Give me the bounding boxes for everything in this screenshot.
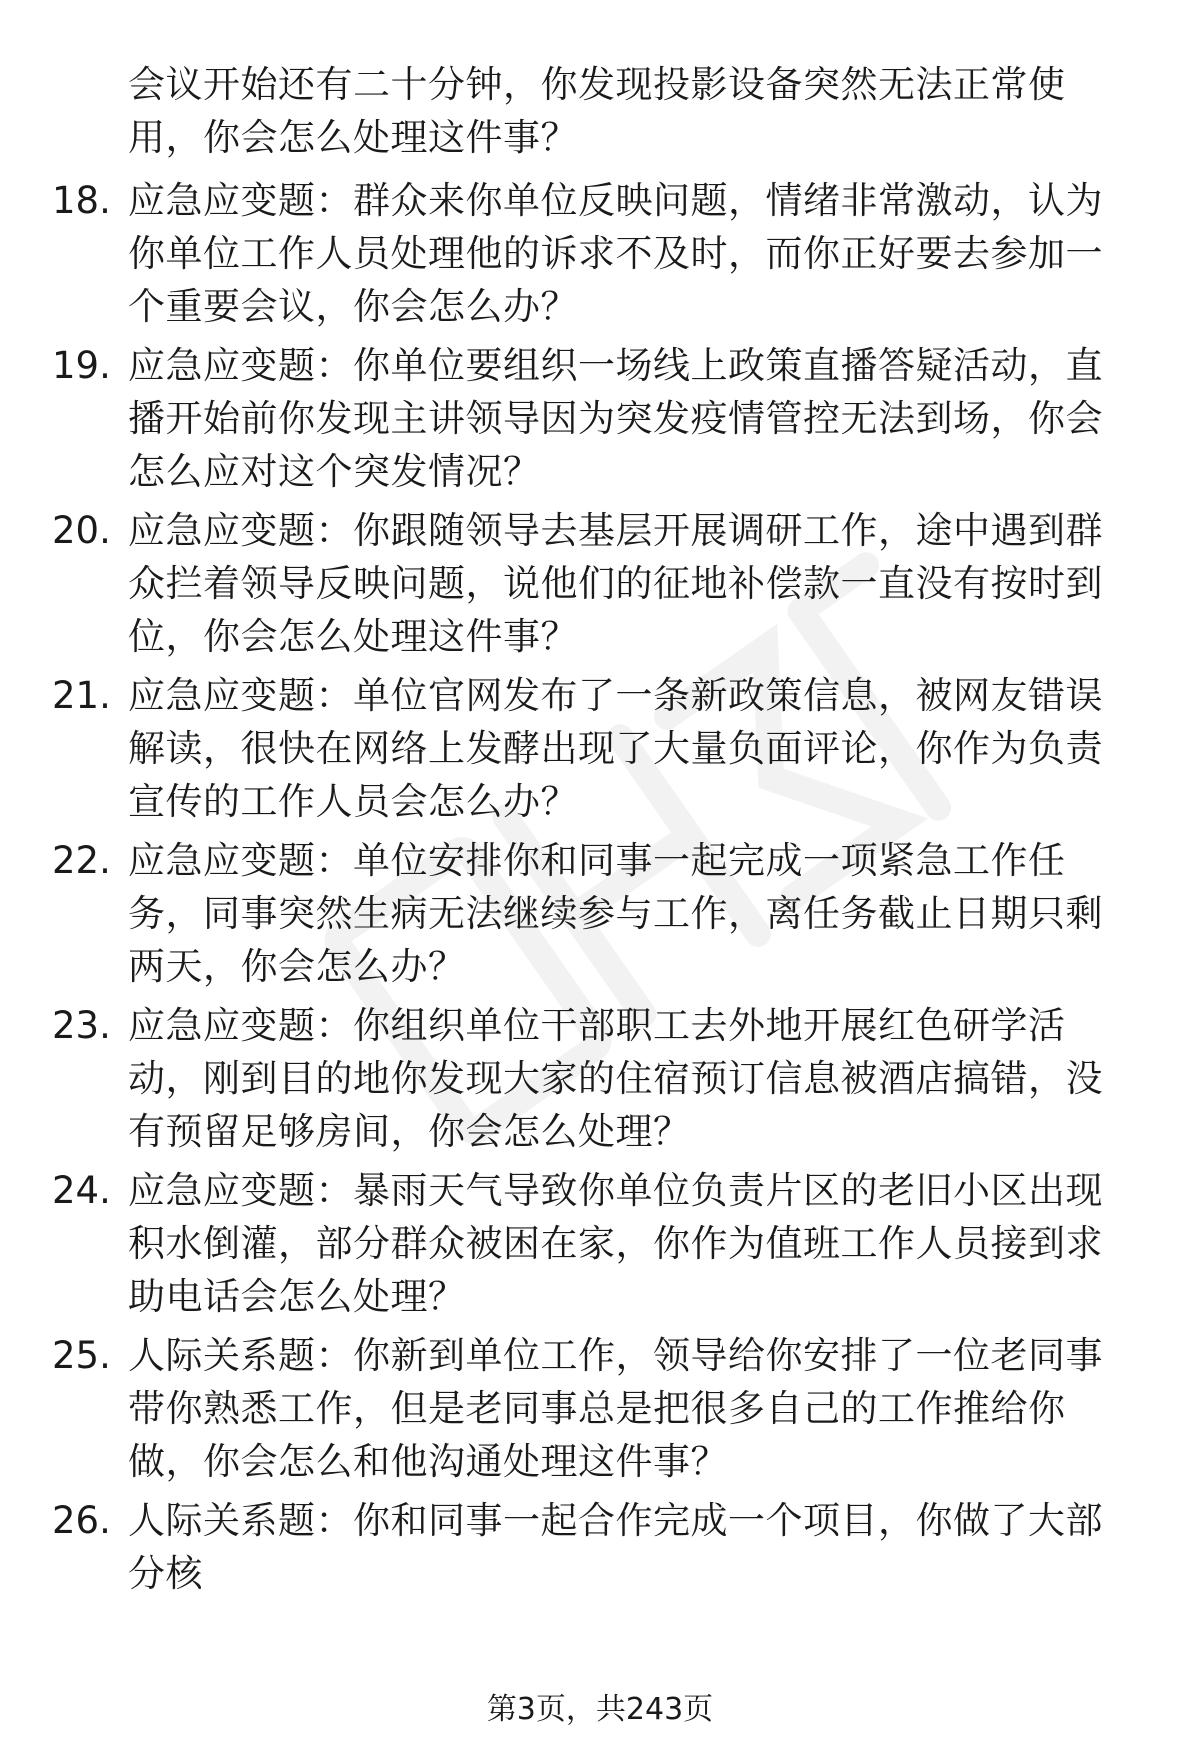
question-text: 人际关系题：你和同事一起合作完成一个项目，你做了大部分核	[128, 1499, 1103, 1595]
question-number: 24.	[52, 1169, 111, 1212]
question-number: 26.	[52, 1499, 111, 1542]
question-text: 应急应变题：暴雨天气导致你单位负责片区的老旧小区出现积水倒灌，部分群众被困在家，你作为值班工作人员接到求助电话会怎么处理？	[128, 1169, 1103, 1318]
question-number: 21.	[52, 674, 111, 717]
question-number: 19.	[52, 344, 111, 387]
continuation-paragraph: 会议开始还有二十分钟，你发现投影设备突然无法正常使用，你会怎么处理这件事？	[128, 63, 1066, 159]
question-number: 23.	[52, 1004, 111, 1047]
question-number: 25.	[52, 1334, 111, 1377]
question-text: 应急应变题：你跟随领导去基层开展调研工作，途中遇到群众拦着领导反映问题，说他们的征地补偿款一直没有按时到位，你会怎么处理这件事？	[128, 509, 1103, 658]
question-number: 22.	[52, 839, 111, 882]
question-text: 应急应变题：单位安排你和同事一起完成一项紧急工作任务，同事突然生病无法继续参与工作，离任务截止日期只剩两天，你会怎么办？	[128, 839, 1103, 988]
question-number: 20.	[52, 509, 111, 552]
question-text: 应急应变题：你组织单位干部职工去外地开展红色研学活动，刚到目的地你发现大家的住宿预订信息被酒店搞错，没有预留足够房间，你会怎么处理？	[128, 1004, 1103, 1153]
question-text: 应急应变题：你单位要组织一场线上政策直播答疑活动，直播开始前你发现主讲领导因为突发疫情管控无法到场，你会怎么应对这个突发情况？	[128, 344, 1103, 493]
question-text: 应急应变题：群众来你单位反映问题，情绪非常激动，认为你单位工作人员处理他的诉求不及时，而你正好要去参加一个重要会议，你会怎么办？	[128, 179, 1103, 328]
question-number: 18.	[52, 179, 111, 222]
question-text: 人际关系题：你新到单位工作，领导给你安排了一位老同事带你熟悉工作，但是老同事总是把很多自己的工作推给你做，你会怎么和他沟通处理这件事？	[128, 1334, 1103, 1483]
page-footer: 第3页，共243页	[486, 1692, 714, 1727]
question-text: 应急应变题：单位官网发布了一条新政策信息，被网友错误解读，很快在网络上发酵出现了大量负面评论，你作为负责宣传的工作人员会怎么办？	[128, 674, 1103, 823]
